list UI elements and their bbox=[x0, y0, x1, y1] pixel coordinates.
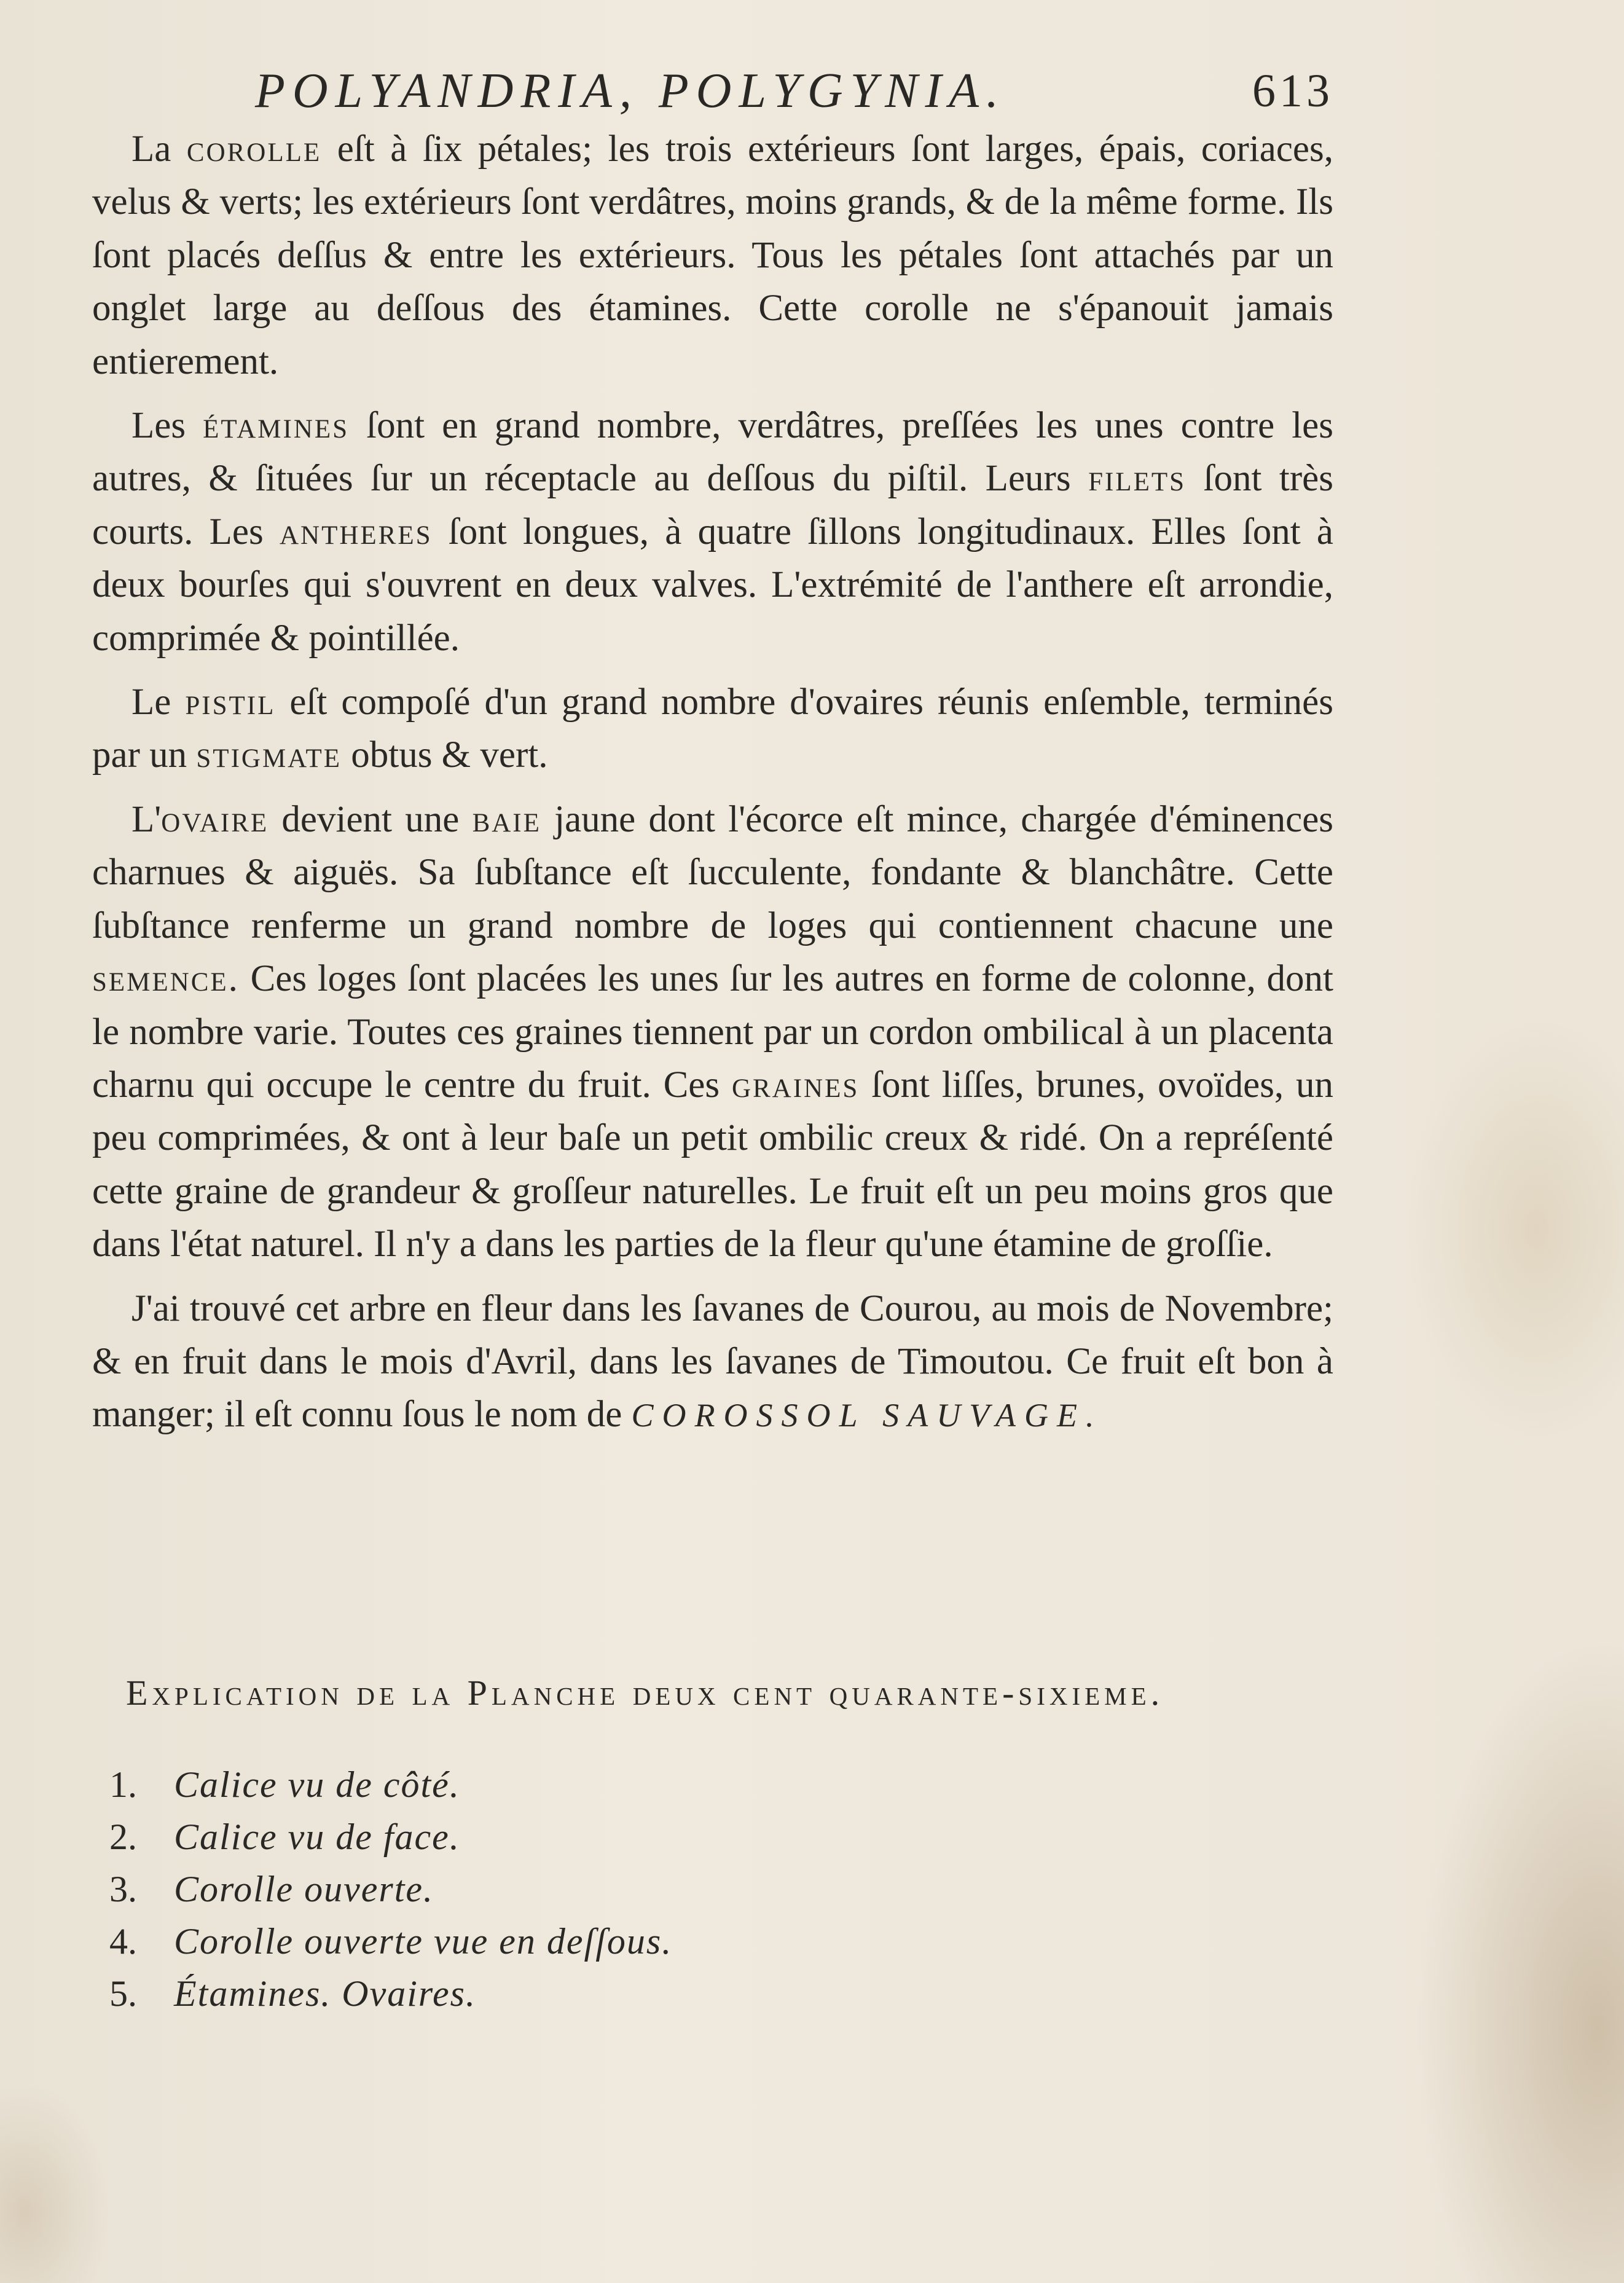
legend-number: 3. bbox=[109, 1869, 137, 1909]
legend-text: Calice vu de face. bbox=[174, 1817, 460, 1857]
legend-text: Corolle ouverte. bbox=[174, 1869, 434, 1909]
text-run: devient une bbox=[269, 798, 473, 840]
small-caps-term: filets bbox=[1088, 458, 1187, 500]
text-run: Le bbox=[131, 682, 186, 723]
small-caps-term: antheres bbox=[279, 511, 433, 552]
small-caps-term: graines bbox=[731, 1064, 860, 1106]
body-text bbox=[92, 123, 1333, 1453]
legend-item bbox=[109, 1968, 970, 2020]
text-run: eſt à ſix pétales; les trois extérieurs ſont larges, épais, coriaces, velus & verts; les extérieurs ſont verdâtres, moins grands, & de la même forme. Ils ſont placés deſſus & entre les extérieurs. Tous les pétales ſont attachés par un onglet large au deſſous des étamines. Cette corolle ne s'épanouit jamais entierement. bbox=[92, 128, 1333, 382]
small-caps-term: stigmate bbox=[196, 734, 342, 776]
common-name: COROSSOL SAUVAGE. bbox=[631, 1397, 1103, 1434]
plate-legend bbox=[109, 1759, 970, 2020]
text-run: ſont longues, à quatre ſillons longitudinaux. Elles ſont à deux bourſes qui s'ouvrent en deux valves. L'extrémité de l'anthere eſt arrondie, comprimée & pointillée. bbox=[92, 511, 1334, 659]
small-caps-term: corolle bbox=[186, 128, 322, 170]
legend-item bbox=[109, 1811, 970, 1863]
text-run: Ces loges ſont placées les unes ſur les autres en forme de colonne, dont le nombre varie. Toutes ces graines tiennent par un cordon ombilical à un placenta charnu qui occupe le centre du fruit. Ces bbox=[92, 958, 1333, 1106]
legend-item bbox=[109, 1916, 970, 1968]
small-caps-term: semence. bbox=[92, 958, 240, 1000]
text-run: ſont très courts. Les bbox=[92, 458, 1333, 552]
small-caps-term: ovaire bbox=[161, 798, 269, 840]
legend-number: 5. bbox=[109, 1973, 137, 2014]
page-header bbox=[92, 60, 1333, 122]
text-run: obtus & vert. bbox=[342, 734, 548, 776]
legend-number: 1. bbox=[109, 1764, 137, 1805]
text-run: Les bbox=[131, 405, 203, 447]
text-run: eſt compoſé d'un grand nombre d'ovaires réunis enſemble, terminés par un bbox=[92, 682, 1333, 776]
small-caps-term: pistil bbox=[185, 682, 276, 723]
legend-number: 4. bbox=[109, 1921, 137, 1962]
small-caps-term: étamines bbox=[203, 405, 350, 447]
legend-item bbox=[109, 1863, 970, 1916]
paragraph-habitat bbox=[92, 1283, 1333, 1442]
text-run: jaune dont l'écorce eſt mince, chargée d'éminences charnues & aiguës. Sa ſubſtance eſt ſucculente, fondante & blanchâtre. Cette ſubſtance renferme un grand nombre de loges qui contiennent chacune une bbox=[92, 798, 1334, 946]
legend-text: Corolle ouverte vue en deſſous. bbox=[174, 1921, 673, 1962]
small-caps-term: baie bbox=[472, 798, 541, 840]
paragraph-etamines bbox=[92, 399, 1333, 665]
paragraph-corolle bbox=[92, 123, 1333, 388]
page-number: 613 bbox=[1252, 65, 1333, 117]
legend-item bbox=[109, 1759, 970, 1811]
paragraph-ovaire bbox=[92, 793, 1333, 1271]
paragraph-pistil bbox=[92, 676, 1333, 782]
legend-number: 2. bbox=[109, 1817, 137, 1857]
running-title: POLYANDRIA, POLYGYNIA. bbox=[255, 64, 1006, 118]
plate-explanation-heading: Explication de la Planche deux cent quarante-sixieme. bbox=[126, 1673, 1164, 1713]
text-run: ſont liſſes, brunes, ovoïdes, un peu comprimées, & ont à leur baſe un petit ombilic creux & ridé. On a repréſenté cette graine de grandeur & groſſeur naturelles. Le fruit eſt un peu moins gros que dans l'état naturel. Il n'y a dans les parties de la fleur qu'une étamine de groſſie. bbox=[92, 1064, 1333, 1265]
text-run: ſont en grand nombre, verdâtres, preſſées les unes contre les autres, & ſituées ſur un réceptacle au deſſous du piſtil. Leurs bbox=[92, 405, 1333, 500]
legend-text: Calice vu de côté. bbox=[174, 1764, 460, 1805]
legend-text: Étamines. Ovaires. bbox=[174, 1973, 477, 2014]
text-run: J'ai trouvé cet arbre en fleur dans les ſavanes de Courou, au mois de Novembre; & en fruit dans le mois d'Avril, dans les ſavanes de Timoutou. Ce fruit eſt bon à manger; il eſt connu ſous le nom de bbox=[92, 1287, 1333, 1436]
text-run: L' bbox=[131, 798, 162, 840]
text-run: La bbox=[131, 128, 187, 170]
